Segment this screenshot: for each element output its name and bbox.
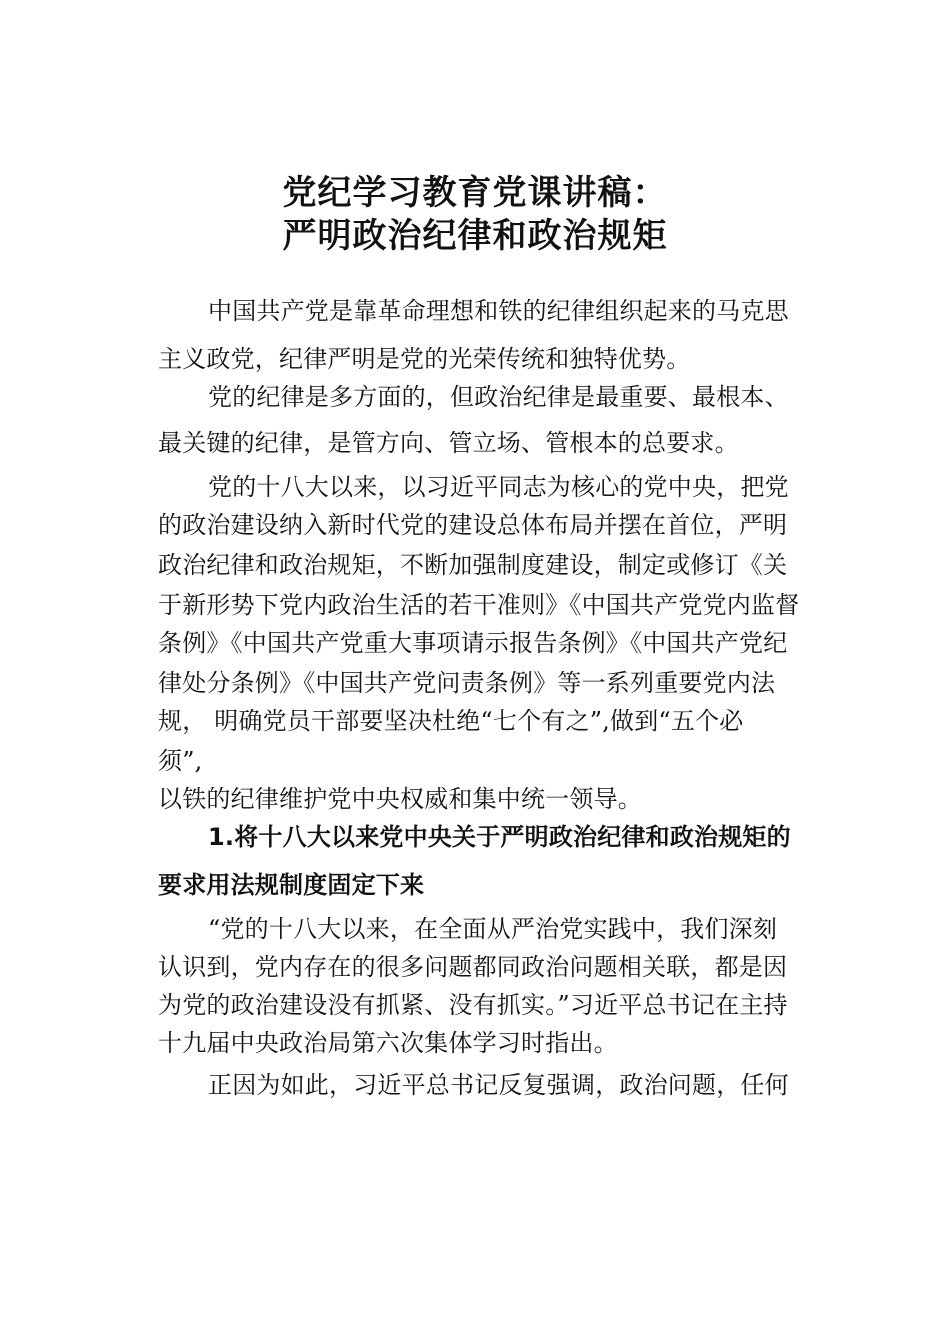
paragraph-3-line-9: 以铁的纪律维护党中央权威和集中统一领导。 <box>158 785 642 813</box>
paragraph-1-line-1: 中国共产党是靠革命理想和铁的纪律组织起来的马克思 <box>208 297 789 325</box>
paragraph-5-line-1: 正因为如此，习近平总书记反复强调，政治问题，任何 <box>208 1071 789 1099</box>
paragraph-3-line-4: 于新形势下党内政治生活的若干准则》《中国共产党党内监督 <box>158 591 800 619</box>
paragraph-3-line-3: 政治纪律和政治规矩，不断加强制度建设，制定或修订《关 <box>158 551 788 579</box>
paragraph-3-line-1: 党的十八大以来，以习近平同志为核心的党中央，把党 <box>208 473 789 501</box>
paragraph-3-line-8: 须”, <box>158 747 203 775</box>
section-heading-line-1: 1.将十八大以来党中央关于严明政治纪律和政治规矩的 <box>208 823 791 851</box>
paragraph-3-line-2: 的政治建设纳入新时代党的建设总体布局并摆在首位，严明 <box>158 511 788 539</box>
paragraph-3-line-6: 律处分条例》《中国共产党问责条例》等一系列重要党内法 <box>158 669 776 697</box>
section-heading-line-2: 要求用法规制度固定下来 <box>158 871 425 899</box>
paragraph-2-line-2: 最关键的纪律，是管方向、管立场、管根本的总要求。 <box>158 429 739 457</box>
paragraph-4-line-1: “党的十八大以来，在全面从严治党实践中，我们深刻 <box>208 915 778 943</box>
paragraph-2-line-1: 党的纪律是多方面的，但政治纪律是最重要、最根本、 <box>208 383 789 411</box>
paragraph-4-line-2: 认识到，党内存在的很多问题都同政治问题相关联，都是因 <box>158 953 788 981</box>
document-title-line-1: 党纪学习教育党课讲稿： <box>282 173 668 213</box>
paragraph-3-line-7: 规， 明确党员干部要坚决杜绝“七个有之”,做到“五个必 <box>158 707 744 735</box>
paragraph-3-line-5: 条例》《中国共产党重大事项请示报告条例》《中国共产党纪 <box>158 629 788 657</box>
paragraph-1-line-2: 主义政党，纪律严明是党的光荣传统和独特优势。 <box>158 345 691 373</box>
document-title-line-2: 严明政治纪律和政治规矩 <box>282 216 668 256</box>
paragraph-4-line-3: 为党的政治建设没有抓紧、没有抓实。”习近平总书记在主持 <box>158 991 788 1019</box>
paragraph-4-line-4: 十九届中央政治局第六次集体学习时指出。 <box>158 1029 618 1057</box>
